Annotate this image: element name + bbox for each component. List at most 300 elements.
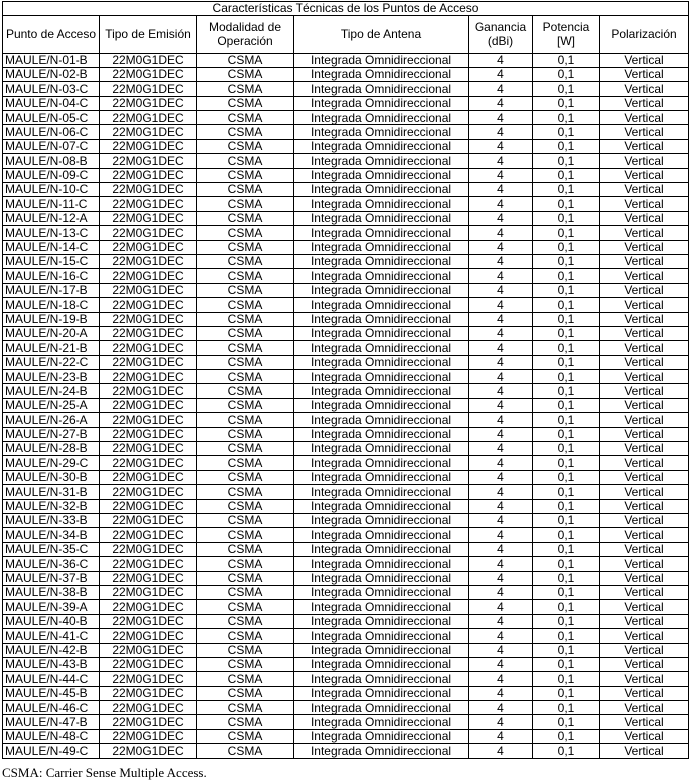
- power-cell: 0,1: [533, 629, 600, 643]
- antenna-cell: Integrada Omnidireccional: [294, 298, 469, 312]
- emission-cell: 22M0G1DEC: [100, 96, 197, 110]
- antenna-cell: Integrada Omnidireccional: [294, 715, 469, 729]
- mode-cell: CSMA: [197, 729, 294, 743]
- emission-cell: 22M0G1DEC: [100, 614, 197, 628]
- mode-cell: CSMA: [197, 298, 294, 312]
- table-row: [3, 629, 689, 643]
- power-cell: 0,1: [533, 384, 600, 398]
- power-cell: 0,1: [533, 341, 600, 355]
- antenna-cell: Integrada Omnidireccional: [294, 514, 469, 528]
- header-punto-acceso: Punto de Acceso: [3, 15, 100, 53]
- table-row: [3, 125, 689, 139]
- power-cell: 0,1: [533, 67, 600, 81]
- access-point-cell: MAULE/N-33-B: [3, 514, 100, 528]
- emission-cell: 22M0G1DEC: [100, 600, 197, 614]
- access-point-cell: MAULE/N-17-B: [3, 283, 100, 297]
- polarization-cell: Vertical: [600, 744, 689, 758]
- table-row: [3, 657, 689, 671]
- mode-cell: CSMA: [197, 197, 294, 211]
- mode-cell: CSMA: [197, 427, 294, 441]
- table-row: [3, 585, 689, 599]
- polarization-cell: Vertical: [600, 600, 689, 614]
- access-point-cell: MAULE/N-49-C: [3, 744, 100, 758]
- table-row: [3, 499, 689, 513]
- mode-cell: CSMA: [197, 125, 294, 139]
- antenna-cell: Integrada Omnidireccional: [294, 629, 469, 643]
- power-cell: 0,1: [533, 744, 600, 758]
- mode-cell: CSMA: [197, 355, 294, 369]
- gain-cell: 4: [469, 139, 533, 153]
- polarization-cell: Vertical: [600, 456, 689, 470]
- table-row: [3, 456, 689, 470]
- mode-cell: CSMA: [197, 211, 294, 225]
- access-point-cell: MAULE/N-07-C: [3, 139, 100, 153]
- gain-cell: 4: [469, 715, 533, 729]
- power-cell: 0,1: [533, 715, 600, 729]
- mode-cell: CSMA: [197, 312, 294, 326]
- antenna-cell: Integrada Omnidireccional: [294, 485, 469, 499]
- table-row: [3, 341, 689, 355]
- antenna-cell: Integrada Omnidireccional: [294, 283, 469, 297]
- gain-cell: 4: [469, 125, 533, 139]
- table-row: [3, 168, 689, 182]
- emission-cell: 22M0G1DEC: [100, 53, 197, 67]
- power-cell: 0,1: [533, 197, 600, 211]
- mode-cell: CSMA: [197, 701, 294, 715]
- table-row: [3, 240, 689, 254]
- power-cell: 0,1: [533, 211, 600, 225]
- power-cell: 0,1: [533, 226, 600, 240]
- emission-cell: 22M0G1DEC: [100, 312, 197, 326]
- polarization-cell: Vertical: [600, 614, 689, 628]
- antenna-cell: Integrada Omnidireccional: [294, 254, 469, 268]
- emission-cell: 22M0G1DEC: [100, 470, 197, 484]
- antenna-cell: Integrada Omnidireccional: [294, 571, 469, 585]
- gain-cell: 4: [469, 355, 533, 369]
- gain-cell: 4: [469, 614, 533, 628]
- polarization-cell: Vertical: [600, 125, 689, 139]
- mode-cell: CSMA: [197, 53, 294, 67]
- power-cell: 0,1: [533, 528, 600, 542]
- polarization-cell: Vertical: [600, 528, 689, 542]
- header-polarizacion: Polarización: [600, 15, 689, 53]
- power-cell: 0,1: [533, 600, 600, 614]
- mode-cell: CSMA: [197, 542, 294, 556]
- antenna-cell: Integrada Omnidireccional: [294, 139, 469, 153]
- access-point-cell: MAULE/N-31-B: [3, 485, 100, 499]
- polarization-cell: Vertical: [600, 514, 689, 528]
- gain-cell: 4: [469, 197, 533, 211]
- power-cell: 0,1: [533, 82, 600, 96]
- gain-cell: 4: [469, 729, 533, 743]
- polarization-cell: Vertical: [600, 269, 689, 283]
- power-cell: 0,1: [533, 427, 600, 441]
- power-cell: 0,1: [533, 686, 600, 700]
- emission-cell: 22M0G1DEC: [100, 183, 197, 197]
- table-row: [3, 442, 689, 456]
- mode-cell: CSMA: [197, 96, 294, 110]
- access-point-cell: MAULE/N-36-C: [3, 557, 100, 571]
- gain-cell: 4: [469, 744, 533, 758]
- table-row: [3, 715, 689, 729]
- emission-cell: 22M0G1DEC: [100, 571, 197, 585]
- gain-cell: 4: [469, 672, 533, 686]
- power-cell: 0,1: [533, 585, 600, 599]
- emission-cell: 22M0G1DEC: [100, 643, 197, 657]
- access-point-cell: MAULE/N-10-C: [3, 183, 100, 197]
- mode-cell: CSMA: [197, 413, 294, 427]
- access-point-cell: MAULE/N-11-C: [3, 197, 100, 211]
- emission-cell: 22M0G1DEC: [100, 514, 197, 528]
- access-point-cell: MAULE/N-29-C: [3, 456, 100, 470]
- table-row: [3, 183, 689, 197]
- emission-cell: 22M0G1DEC: [100, 528, 197, 542]
- access-point-cell: MAULE/N-12-A: [3, 211, 100, 225]
- table-row: [3, 571, 689, 585]
- power-cell: 0,1: [533, 729, 600, 743]
- gain-cell: 4: [469, 168, 533, 182]
- table-row: [3, 729, 689, 743]
- emission-cell: 22M0G1DEC: [100, 154, 197, 168]
- power-cell: 0,1: [533, 125, 600, 139]
- gain-cell: 4: [469, 111, 533, 125]
- mode-cell: CSMA: [197, 240, 294, 254]
- power-cell: 0,1: [533, 672, 600, 686]
- mode-cell: CSMA: [197, 744, 294, 758]
- mode-cell: CSMA: [197, 600, 294, 614]
- power-cell: 0,1: [533, 326, 600, 340]
- polarization-cell: Vertical: [600, 657, 689, 671]
- table-row: [3, 557, 689, 571]
- access-point-cell: MAULE/N-45-B: [3, 686, 100, 700]
- emission-cell: 22M0G1DEC: [100, 298, 197, 312]
- antenna-cell: Integrada Omnidireccional: [294, 67, 469, 81]
- table-row: [3, 370, 689, 384]
- footnote: CSMA: Carrier Sense Multiple Access.: [2, 765, 207, 780]
- access-point-cell: MAULE/N-35-C: [3, 542, 100, 556]
- antenna-cell: Integrada Omnidireccional: [294, 226, 469, 240]
- header-row: [3, 15, 689, 53]
- mode-cell: CSMA: [197, 111, 294, 125]
- access-point-cell: MAULE/N-41-C: [3, 629, 100, 643]
- access-point-cell: MAULE/N-38-B: [3, 585, 100, 599]
- mode-cell: CSMA: [197, 442, 294, 456]
- access-point-cell: MAULE/N-26-A: [3, 413, 100, 427]
- emission-cell: 22M0G1DEC: [100, 715, 197, 729]
- mode-cell: CSMA: [197, 154, 294, 168]
- power-cell: 0,1: [533, 514, 600, 528]
- power-cell: 0,1: [533, 643, 600, 657]
- mode-cell: CSMA: [197, 715, 294, 729]
- polarization-cell: Vertical: [600, 729, 689, 743]
- emission-cell: 22M0G1DEC: [100, 729, 197, 743]
- access-point-cell: MAULE/N-22-C: [3, 355, 100, 369]
- power-cell: 0,1: [533, 183, 600, 197]
- emission-cell: 22M0G1DEC: [100, 657, 197, 671]
- mode-cell: CSMA: [197, 485, 294, 499]
- gain-cell: 4: [469, 499, 533, 513]
- polarization-cell: Vertical: [600, 427, 689, 441]
- table-row: [3, 744, 689, 758]
- access-point-cell: MAULE/N-02-B: [3, 67, 100, 81]
- table-row: [3, 197, 689, 211]
- gain-cell: 4: [469, 470, 533, 484]
- mode-cell: CSMA: [197, 657, 294, 671]
- antenna-cell: Integrada Omnidireccional: [294, 125, 469, 139]
- polarization-cell: Vertical: [600, 398, 689, 412]
- emission-cell: 22M0G1DEC: [100, 226, 197, 240]
- mode-cell: CSMA: [197, 67, 294, 81]
- gain-cell: 4: [469, 542, 533, 556]
- gain-cell: 4: [469, 283, 533, 297]
- table-row: [3, 672, 689, 686]
- polarization-cell: Vertical: [600, 96, 689, 110]
- gain-cell: 4: [469, 413, 533, 427]
- antenna-cell: Integrada Omnidireccional: [294, 111, 469, 125]
- polarization-cell: Vertical: [600, 154, 689, 168]
- power-cell: 0,1: [533, 370, 600, 384]
- table-row: [3, 600, 689, 614]
- power-cell: 0,1: [533, 240, 600, 254]
- access-point-cell: MAULE/N-01-B: [3, 53, 100, 67]
- access-point-cell: MAULE/N-13-C: [3, 226, 100, 240]
- gain-cell: 4: [469, 456, 533, 470]
- polarization-cell: Vertical: [600, 686, 689, 700]
- polarization-cell: Vertical: [600, 111, 689, 125]
- mode-cell: CSMA: [197, 571, 294, 585]
- mode-cell: CSMA: [197, 614, 294, 628]
- emission-cell: 22M0G1DEC: [100, 672, 197, 686]
- mode-cell: CSMA: [197, 643, 294, 657]
- emission-cell: 22M0G1DEC: [100, 82, 197, 96]
- power-cell: 0,1: [533, 413, 600, 427]
- antenna-cell: Integrada Omnidireccional: [294, 701, 469, 715]
- antenna-cell: Integrada Omnidireccional: [294, 442, 469, 456]
- access-point-cell: MAULE/N-20-A: [3, 326, 100, 340]
- table-row: [3, 53, 689, 67]
- power-cell: 0,1: [533, 154, 600, 168]
- power-cell: 0,1: [533, 269, 600, 283]
- antenna-cell: Integrada Omnidireccional: [294, 370, 469, 384]
- emission-cell: 22M0G1DEC: [100, 485, 197, 499]
- access-point-cell: MAULE/N-30-B: [3, 470, 100, 484]
- table-row: [3, 211, 689, 225]
- mode-cell: CSMA: [197, 629, 294, 643]
- polarization-cell: Vertical: [600, 557, 689, 571]
- polarization-cell: Vertical: [600, 283, 689, 297]
- table-row: [3, 542, 689, 556]
- gain-cell: 4: [469, 211, 533, 225]
- antenna-cell: Integrada Omnidireccional: [294, 53, 469, 67]
- emission-cell: 22M0G1DEC: [100, 254, 197, 268]
- gain-cell: 4: [469, 600, 533, 614]
- emission-cell: 22M0G1DEC: [100, 240, 197, 254]
- emission-cell: 22M0G1DEC: [100, 125, 197, 139]
- mode-cell: CSMA: [197, 283, 294, 297]
- emission-cell: 22M0G1DEC: [100, 499, 197, 513]
- access-point-cell: MAULE/N-48-C: [3, 729, 100, 743]
- power-cell: 0,1: [533, 168, 600, 182]
- access-point-cell: MAULE/N-04-C: [3, 96, 100, 110]
- polarization-cell: Vertical: [600, 384, 689, 398]
- gain-cell: 4: [469, 442, 533, 456]
- emission-cell: 22M0G1DEC: [100, 384, 197, 398]
- gain-cell: 4: [469, 312, 533, 326]
- polarization-cell: Vertical: [600, 701, 689, 715]
- antenna-cell: Integrada Omnidireccional: [294, 600, 469, 614]
- access-point-cell: MAULE/N-08-B: [3, 154, 100, 168]
- antenna-cell: Integrada Omnidireccional: [294, 355, 469, 369]
- table-row: [3, 485, 689, 499]
- table-row: [3, 283, 689, 297]
- power-cell: 0,1: [533, 312, 600, 326]
- header-modalidad: Modalidad de Operación: [197, 15, 294, 53]
- power-cell: 0,1: [533, 96, 600, 110]
- gain-cell: 4: [469, 96, 533, 110]
- antenna-cell: Integrada Omnidireccional: [294, 585, 469, 599]
- mode-cell: CSMA: [197, 514, 294, 528]
- power-cell: 0,1: [533, 557, 600, 571]
- mode-cell: CSMA: [197, 82, 294, 96]
- polarization-cell: Vertical: [600, 312, 689, 326]
- mode-cell: CSMA: [197, 269, 294, 283]
- polarization-cell: Vertical: [600, 643, 689, 657]
- power-cell: 0,1: [533, 254, 600, 268]
- emission-cell: 22M0G1DEC: [100, 283, 197, 297]
- power-cell: 0,1: [533, 355, 600, 369]
- polarization-cell: Vertical: [600, 197, 689, 211]
- table-row: [3, 312, 689, 326]
- emission-cell: 22M0G1DEC: [100, 413, 197, 427]
- antenna-cell: Integrada Omnidireccional: [294, 240, 469, 254]
- polarization-cell: Vertical: [600, 326, 689, 340]
- access-point-cell: MAULE/N-16-C: [3, 269, 100, 283]
- polarization-cell: Vertical: [600, 168, 689, 182]
- emission-cell: 22M0G1DEC: [100, 427, 197, 441]
- gain-cell: 4: [469, 226, 533, 240]
- antenna-cell: Integrada Omnidireccional: [294, 413, 469, 427]
- gain-cell: 4: [469, 485, 533, 499]
- power-cell: 0,1: [533, 442, 600, 456]
- table-row: [3, 226, 689, 240]
- gain-cell: 4: [469, 398, 533, 412]
- gain-cell: 4: [469, 370, 533, 384]
- mode-cell: CSMA: [197, 470, 294, 484]
- polarization-cell: Vertical: [600, 254, 689, 268]
- access-point-cell: MAULE/N-28-B: [3, 442, 100, 456]
- emission-cell: 22M0G1DEC: [100, 355, 197, 369]
- table-row: [3, 269, 689, 283]
- power-cell: 0,1: [533, 139, 600, 153]
- access-point-cell: MAULE/N-37-B: [3, 571, 100, 585]
- antenna-cell: Integrada Omnidireccional: [294, 197, 469, 211]
- antenna-cell: Integrada Omnidireccional: [294, 183, 469, 197]
- antenna-cell: Integrada Omnidireccional: [294, 269, 469, 283]
- polarization-cell: Vertical: [600, 53, 689, 67]
- polarization-cell: Vertical: [600, 341, 689, 355]
- mode-cell: CSMA: [197, 528, 294, 542]
- table-row: [3, 96, 689, 110]
- gain-cell: 4: [469, 643, 533, 657]
- antenna-cell: Integrada Omnidireccional: [294, 211, 469, 225]
- gain-cell: 4: [469, 269, 533, 283]
- access-point-cell: MAULE/N-34-B: [3, 528, 100, 542]
- gain-cell: 4: [469, 254, 533, 268]
- antenna-cell: Integrada Omnidireccional: [294, 672, 469, 686]
- power-cell: 0,1: [533, 111, 600, 125]
- header-tipo-emision: Tipo de Emisión: [100, 15, 197, 53]
- emission-cell: 22M0G1DEC: [100, 211, 197, 225]
- antenna-cell: Integrada Omnidireccional: [294, 729, 469, 743]
- gain-cell: 4: [469, 240, 533, 254]
- access-point-cell: MAULE/N-21-B: [3, 341, 100, 355]
- emission-cell: 22M0G1DEC: [100, 629, 197, 643]
- polarization-cell: Vertical: [600, 442, 689, 456]
- gain-cell: 4: [469, 341, 533, 355]
- mode-cell: CSMA: [197, 557, 294, 571]
- polarization-cell: Vertical: [600, 211, 689, 225]
- antenna-cell: Integrada Omnidireccional: [294, 499, 469, 513]
- polarization-cell: Vertical: [600, 355, 689, 369]
- antenna-cell: Integrada Omnidireccional: [294, 557, 469, 571]
- gain-cell: 4: [469, 528, 533, 542]
- antenna-cell: Integrada Omnidireccional: [294, 643, 469, 657]
- table-row: [3, 514, 689, 528]
- emission-cell: 22M0G1DEC: [100, 67, 197, 81]
- access-point-cell: MAULE/N-18-C: [3, 298, 100, 312]
- emission-cell: 22M0G1DEC: [100, 585, 197, 599]
- polarization-cell: Vertical: [600, 542, 689, 556]
- access-point-cell: MAULE/N-40-B: [3, 614, 100, 628]
- antenna-cell: Integrada Omnidireccional: [294, 657, 469, 671]
- emission-cell: 22M0G1DEC: [100, 456, 197, 470]
- polarization-cell: Vertical: [600, 629, 689, 643]
- table-row: [3, 355, 689, 369]
- antenna-cell: Integrada Omnidireccional: [294, 744, 469, 758]
- table-row: [3, 298, 689, 312]
- polarization-cell: Vertical: [600, 370, 689, 384]
- access-point-cell: MAULE/N-19-B: [3, 312, 100, 326]
- table-body: [3, 53, 689, 758]
- power-cell: 0,1: [533, 701, 600, 715]
- emission-cell: 22M0G1DEC: [100, 744, 197, 758]
- table-row: [3, 427, 689, 441]
- gain-cell: 4: [469, 557, 533, 571]
- polarization-cell: Vertical: [600, 470, 689, 484]
- antenna-cell: Integrada Omnidireccional: [294, 96, 469, 110]
- gain-cell: 4: [469, 53, 533, 67]
- power-cell: 0,1: [533, 470, 600, 484]
- gain-cell: 4: [469, 384, 533, 398]
- table-title: Características Técnicas de los Puntos de Acceso: [3, 2, 689, 16]
- power-cell: 0,1: [533, 485, 600, 499]
- gain-cell: 4: [469, 629, 533, 643]
- antenna-cell: Integrada Omnidireccional: [294, 614, 469, 628]
- emission-cell: 22M0G1DEC: [100, 686, 197, 700]
- access-point-cell: MAULE/N-24-B: [3, 384, 100, 398]
- gain-cell: 4: [469, 326, 533, 340]
- polarization-cell: Vertical: [600, 485, 689, 499]
- access-point-cell: MAULE/N-06-C: [3, 125, 100, 139]
- access-point-cell: MAULE/N-23-B: [3, 370, 100, 384]
- access-point-cell: MAULE/N-43-B: [3, 657, 100, 671]
- access-point-cell: MAULE/N-25-A: [3, 398, 100, 412]
- emission-cell: 22M0G1DEC: [100, 370, 197, 384]
- power-cell: 0,1: [533, 456, 600, 470]
- antenna-cell: Integrada Omnidireccional: [294, 154, 469, 168]
- antenna-cell: Integrada Omnidireccional: [294, 456, 469, 470]
- polarization-cell: Vertical: [600, 413, 689, 427]
